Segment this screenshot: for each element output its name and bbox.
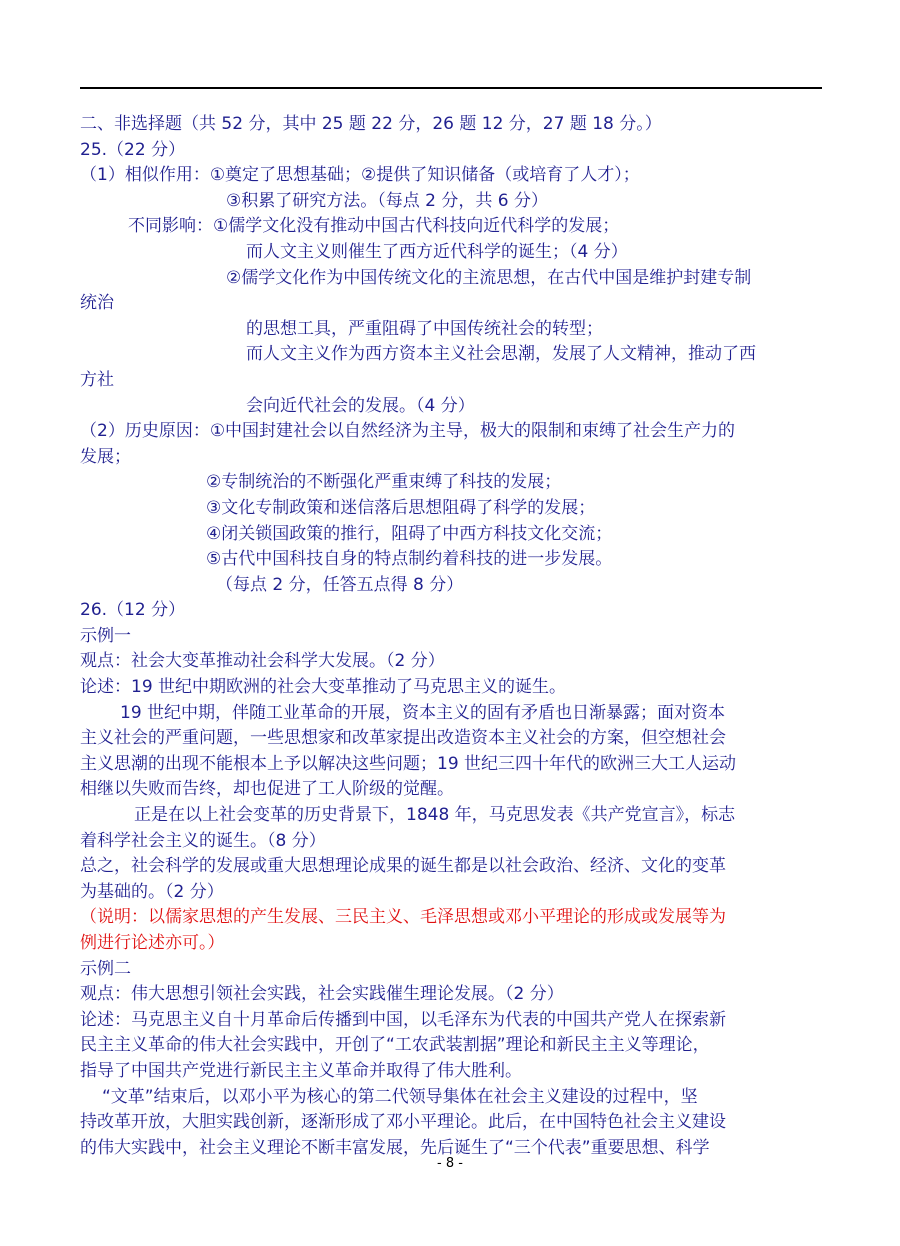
answer-line: 方社	[80, 369, 114, 390]
answer-line: 19 世纪中期，伴随工业革命的开展，资本主义的固有矛盾也日渐暴露；面对资本	[120, 702, 726, 723]
answer-line: 主义社会的严重问题，一些思想家和改革家提出改造资本主义社会的方案，但空想社会	[80, 728, 726, 749]
answer-line: 总之，社会科学的发展或重大思想理论成果的诞生都是以社会政治、经济、文化的变革	[80, 856, 726, 877]
example-one-heading: 示例一	[80, 625, 131, 646]
answer-line: 论述：马克思主义自十月革命后传播到中国，以毛泽东为代表的中国共产党人在探索新	[80, 1009, 726, 1030]
question-26-title: 26.（12 分）	[80, 600, 186, 621]
answer-line: 主义思潮的出现不能根本上予以解决这些问题；19 世纪三四十年代的欧洲三大工人运动	[80, 753, 737, 774]
section-heading: 二、非选择题（共 52 分，其中 25 题 22 分，26 题 12 分，27 题 18 分。）	[80, 114, 662, 134]
answer-line: （每点 2 分，任答五点得 8 分）	[216, 574, 464, 595]
answer-line: 论述：19 世纪中期欧洲的社会大变革推动了马克思主义的诞生。	[80, 677, 567, 698]
answer-line: ②儒学文化作为中国传统文化的主流思想，在古代中国是维护封建专制	[226, 267, 752, 288]
answer-content	[80, 112, 824, 1161]
question-25-title: 25.（22 分）	[80, 139, 186, 160]
note-line: 例进行论述亦可。）	[80, 933, 225, 953]
answer-line: 观点：伟大思想引领社会实践，社会实践催生理论发展。（2 分）	[80, 984, 564, 1005]
answer-line: 为基础的。（2 分）	[80, 881, 224, 902]
answer-line: ③文化专制政策和迷信落后思想阻碍了科学的发展；	[206, 497, 596, 518]
answer-line: 发展；	[80, 446, 131, 467]
answer-line: 持改革开放，大胆实践创新，逐渐形成了邓小平理论。此后，在中国特色社会主义建设	[80, 1112, 726, 1133]
example-two-heading: 示例二	[80, 958, 131, 979]
answer-line: 统治	[80, 293, 114, 314]
answer-line: 正是在以上社会变革的历史背景下，1848 年，马克思发表《共产党宣言》，标志	[134, 805, 736, 826]
answer-line: 相继以失败而告终，却也促进了工人阶级的觉醒。	[80, 779, 454, 800]
note-line: （说明：以儒家思想的产生发展、三民主义、毛泽思想或邓小平理论的形成或发展等为	[80, 907, 726, 928]
answer-line: 会向近代社会的发展。（4 分）	[246, 395, 475, 416]
answer-line: 观点：社会大变革推动社会科学大发展。（2 分）	[80, 651, 445, 672]
answer-line: 着科学社会主义的诞生。（8 分）	[80, 830, 326, 851]
answer-line: ③积累了研究方法。（每点 2 分，共 6 分）	[226, 190, 548, 211]
answer-line: ②专制统治的不断强化严重束缚了科技的发展；	[206, 472, 562, 493]
answer-line: 而人文主义则催生了西方近代科学的诞生；（4 分）	[246, 241, 628, 262]
page-number: - 8 -	[437, 1156, 463, 1171]
answer-line: 指导了中国共产党进行新民主主义革命并取得了伟大胜利。	[80, 1060, 522, 1081]
answer-line: ④闭关锁国政策的推行，阻碍了中西方科技文化交流；	[206, 523, 613, 544]
answer-line: 民主主义革命的伟大社会实践中，开创了“工农武装割据”理论和新民主主义等理论，	[80, 1035, 710, 1056]
answer-line: 不同影响：①儒学文化没有推动中国古代科技向近代科学的发展；	[128, 216, 620, 237]
answer-line: “文革”结束后，以邓小平为核心的第二代领导集体在社会主义建设的过程中，坚	[102, 1086, 698, 1107]
answer-line: 的思想工具，严重阻碍了中国传统社会的转型；	[246, 318, 603, 339]
header-rule	[80, 87, 822, 89]
answer-line: （2）历史原因：①中国封建社会以自然经济为主导，极大的限制和束缚了社会生产力的	[80, 421, 736, 442]
answer-line: ⑤古代中国科技自身的特点制约着科技的进一步发展。	[206, 549, 613, 570]
answer-line: 的伟大实践中，社会主义理论不断丰富发展，先后诞生了“三个代表”重要思想、科学	[80, 1137, 710, 1158]
answer-line: 而人文主义作为西方资本主义社会思潮，发展了人文精神，推动了西	[246, 344, 756, 365]
answer-line: （1）相似作用：①奠定了思想基础；②提供了知识储备（或培育了人才）；	[80, 165, 640, 186]
